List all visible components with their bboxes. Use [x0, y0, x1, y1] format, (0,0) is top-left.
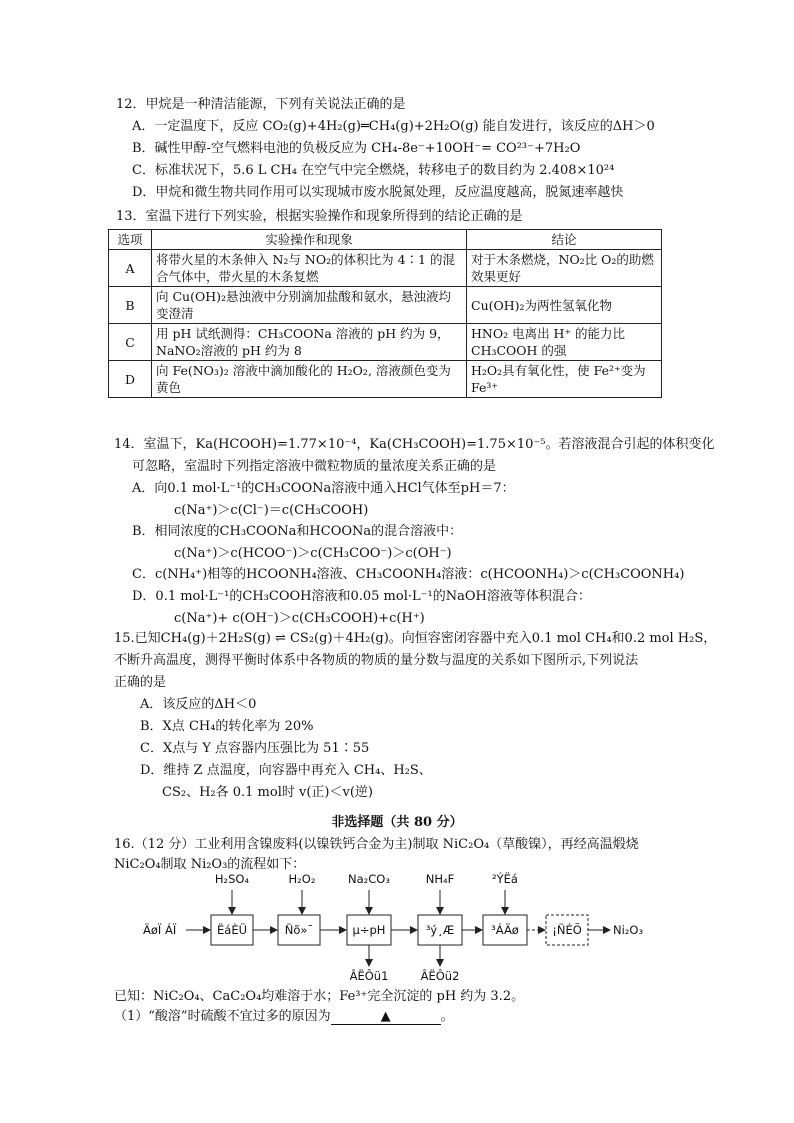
row-operation: 向 Cu(OH)₂悬浊液中分别滴加盐酸和氨水，悬浊液均变澄清 [152, 287, 467, 324]
q16-stem-line1: 16.（12 分）工业利用含镍废料(以镍铁钙合金为主)制取 NiC₂O₄（草酸镍），再经高温煅烧 [114, 837, 639, 852]
q14-option-a-relation: c(Na⁺)＞c(Cl⁻)＝c(CH₃COOH) [174, 503, 369, 518]
flow-box-label: ËáÈÜ [217, 923, 247, 937]
row-conclusion: 对于木条燃烧，NO₂比 O₂的助燃效果更好 [467, 250, 662, 287]
flow-box-label: Ñõ»¯ [284, 923, 314, 937]
q14-option-c: C．c(NH₄⁺)相等的HCOONH₄溶液、CH₃COONH₄溶液：c(HCOONH₄)＞c(CH₃COONH₄) [132, 567, 685, 582]
header-operation: 实验操作和现象 [152, 230, 467, 250]
q14-stem-line2: 可忽略，室温时下列指定溶液中微粒物质的量浓度关系正确的是 [132, 459, 497, 474]
q12-option-c: C．标准状况下，5.6 L CH₄ 在空气中完全燃烧，转移电子的数目约为 2.408×10²⁴ [132, 163, 615, 178]
q12-option-b: B．碱性甲醇-空气燃料电池的负极反应为 CH₄-8e⁻+10OH⁻= CO²³⁻+7H₂O [132, 141, 581, 156]
q15-option-c: C．X点与 Y 点容器内压强比为 51∶55 [140, 741, 370, 756]
q15-option-a: A．该反应的ΔH＜0 [140, 697, 257, 712]
q15-stem-line1: 15.已知CH₄(g)＋2H₂S(g) ⇌ CS₂(g)＋4H₂(g)。向恒容密闭容器中充入0.1 mol CH₄和0.2 mol H₂S， [114, 631, 717, 646]
q15-option-d: D．维持 Z 点温度，向容器中再充入 CH₄、H₂S、 [140, 763, 432, 778]
flow-start-label: ÄøÏ ÁÏ [143, 923, 177, 937]
row-option: D [109, 361, 152, 398]
section-title: 非选择题（共 80 分） [331, 815, 463, 830]
q14-stem-line1: 14．室温下，Ka(HCOOH)=1.77×10⁻⁴，Ka(CH₃COOH)=1.75×10⁻⁵。若溶液混合引起的体积变化 [114, 437, 715, 452]
q14-option-a: A．向0.1 mol·L⁻¹的CH₃COONa溶液中通入HCl气体至pH＝7： [132, 481, 515, 496]
q14-option-d-relation: c(Na⁺)+ c(OH⁻)＞c(CH₃COOH)+c(H⁺) [174, 611, 425, 626]
flow-end-label: Ni₂O₃ [613, 923, 644, 937]
reagent-label: Na₂CO₃ [348, 872, 390, 886]
q16-subquestion-1 [114, 1008, 454, 1026]
flow-box-label: ³ý¸Æ [425, 923, 455, 937]
reagent-label: NH₄F [425, 872, 455, 886]
answer-blank[interactable]: ▲ [331, 1009, 441, 1025]
row-conclusion: Cu(OH)₂为两性氢氧化物 [467, 287, 662, 324]
residue-label: ÂËÔü1 [349, 969, 389, 983]
q15-option-d-cont: CS₂、H₂各 0.1 mol时 v(正)＜v(逆) [162, 785, 373, 800]
reagent-label: H₂O₂ [288, 872, 316, 886]
row-operation: 向 Fe(NO₃)₂ 溶液中滴加酸化的 H₂O₂, 溶液颜色变为黄色 [152, 361, 467, 398]
row-conclusion: HNO₂ 电离出 H⁺ 的能力比 CH₃COOH 的强 [467, 324, 662, 361]
q16-subquestion-1-text: （1）“酸溶”时硫酸不宜过多的原因为 [114, 1009, 331, 1024]
q12-stem: 12．甲烷是一种清洁能源，下列有关说法正确的是 [116, 97, 406, 112]
header-option: 选项 [109, 230, 152, 250]
q12-option-d: D．甲烷和微生物共同作用可以实现城市废水脱氮处理，反应温度越高，脱氮速率越快 [132, 185, 624, 200]
q16-subquestion-1-end: 。 [440, 1009, 454, 1024]
q14-option-d: D．0.1 mol·L⁻¹的CH₃COOH溶液和0.05 mol·L⁻¹的NaOH溶液等体积混合： [132, 589, 591, 604]
row-conclusion: H₂O₂具有氧化性，使 Fe²⁺变为 Fe³⁺ [467, 361, 662, 398]
header-conclusion: 结论 [467, 230, 662, 250]
row-option: C [109, 324, 152, 361]
q14-option-b: B．相同浓度的CH₃COONa和HCOONa的混合溶液中： [132, 524, 463, 539]
q16-stem-line2: NiC₂O₄制取 Ni₂O₃的流程如下： [114, 857, 306, 872]
row-option: B [109, 287, 152, 324]
reagent-label: ²ÝËá [492, 872, 518, 886]
q16-known-info: 已知：NiC₂O₄、CaC₂O₄均难溶于水；Fe³⁺完全沉淀的 pH 约为 3.2。 [114, 989, 525, 1004]
q15-option-b: B．X点 CH₄的转化率为 20% [140, 719, 314, 734]
flow-box-label: ³ÁÄø [491, 923, 519, 937]
row-option: A [109, 250, 152, 287]
q13-stem: 13．室温下进行下列实验，根据实验操作和现象所得到的结论正确的是 [116, 209, 523, 224]
row-operation: 用 pH 试纸测得：CH₃COONa 溶液的 pH 约为 9，NaNO₂溶液的 pH 约为 8 [152, 324, 467, 361]
flow-box-label: ¡ÑÉÕ [552, 923, 582, 937]
row-operation: 将带火星的木条伸入 N₂与 NO₂的体积比为 4∶1 的混合气体中，带火星的木条复燃 [152, 250, 467, 287]
flow-box-label: µ÷pH [352, 923, 386, 937]
q14-option-b-relation: c(Na⁺)＞c(HCOO⁻)＞c(CH₃COO⁻)＞c(OH⁻) [174, 546, 452, 561]
q15-stem-line3: 正确的是 [114, 675, 167, 690]
q12-option-a: A．一定温度下，反应 CO₂(g)+4H₂(g)═CH₄(g)+2H₂O(g) 能自发进行，该反应的ΔH＞0 [132, 119, 655, 134]
residue-label: ÂËÔü2 [420, 969, 460, 983]
reagent-label: H₂SO₄ [214, 872, 250, 886]
q15-stem-line2: 不断升高温度，测得平衡时体系中各物质的物质的量分数与温度的关系如下图所示,下列说法 [114, 653, 639, 668]
